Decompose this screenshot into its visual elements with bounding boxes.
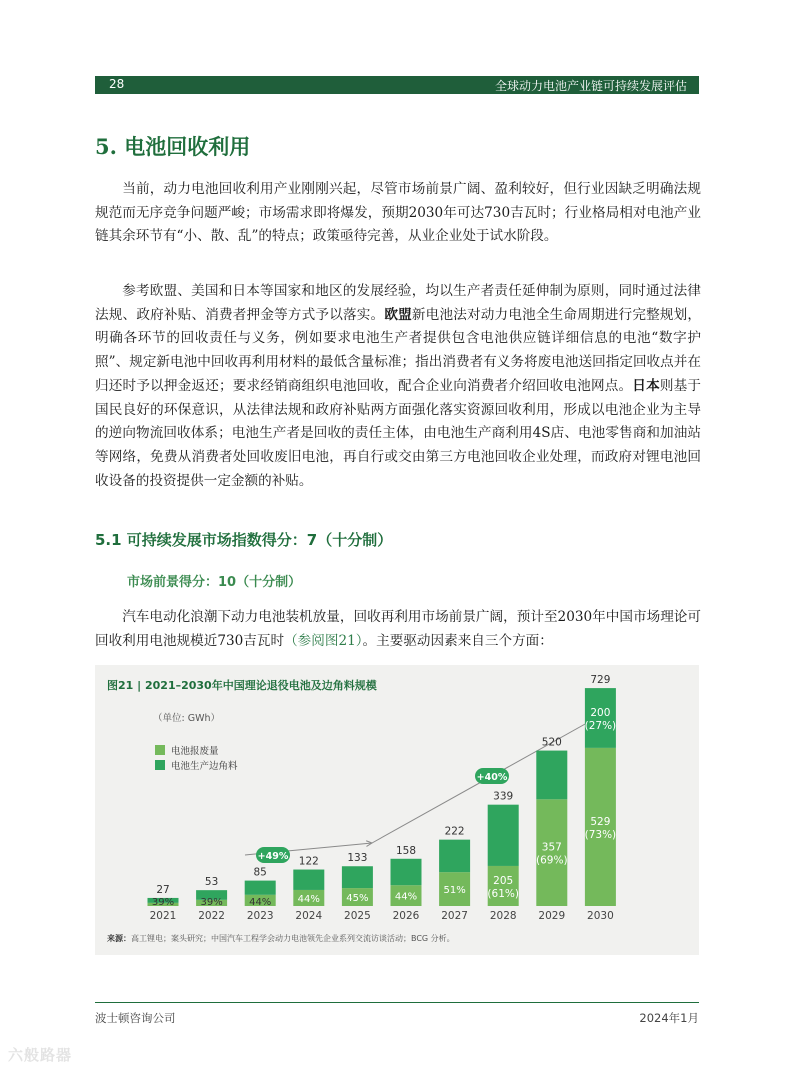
offcut-share-2030: (27%) — [584, 719, 617, 732]
bar-offcut-2027 — [439, 840, 470, 873]
x-tick-2022: 2022 — [198, 910, 225, 922]
growth-label-2: +40% — [476, 772, 508, 783]
total-label-2025: 133 — [347, 852, 368, 865]
total-label-2022: 53 — [204, 876, 219, 889]
figure-source — [107, 933, 455, 944]
offcut-value-2030: 200 — [590, 706, 611, 719]
paragraph-3-text-b: 。主要驱动因素来自三个方面： — [362, 632, 553, 649]
bars — [148, 674, 617, 922]
scrap-share-2022: 39% — [200, 897, 223, 908]
total-label-2029: 520 — [541, 736, 562, 749]
x-tick-2028: 2028 — [489, 910, 517, 922]
figure-reference-link[interactable]: （参阅图21） — [284, 632, 363, 649]
paragraph-3-text-a: 汽车电动化浪潮下动力电池装机放量，回收再利用市场前景广阔，预计至2030年中国市场理论可回收利用电池规模近730吉瓦时 — [95, 609, 701, 649]
x-tick-2023: 2023 — [246, 910, 274, 922]
report-title: 全球动力电池产业链可持续发展评估 — [494, 79, 687, 93]
footer-company: 波士顿咨询公司 — [95, 1011, 176, 1025]
legend-swatch-2 — [155, 760, 165, 770]
source-label: 来源： — [107, 934, 131, 943]
scrap-share-2029: (69%) — [536, 854, 568, 867]
growth-label-1: +49% — [257, 851, 289, 862]
subsubsection-title: 市场前景得分：10（十分制） — [127, 575, 302, 590]
page-header — [95, 76, 699, 94]
legend-label-2: 电池生产边角料 — [171, 761, 238, 772]
footer-date: 2024年1月 — [639, 1011, 699, 1025]
scrap-share-2024: 44% — [297, 893, 320, 905]
bar-offcut-2023 — [245, 881, 276, 895]
bar-offcut-2028 — [488, 805, 519, 866]
x-tick-2024: 2024 — [295, 910, 323, 922]
page-number: 28 — [109, 77, 125, 91]
paragraph-2-text-c: 新电池法对动力电池全生命周期进行完整规划，明确各环节的回收责任与义务，例如要求电池生产者提供包含电池供应链详细信息的电池“数字护照”、规定新电池中回收再利用材料的最低含量标准；指出消费者有义务将废电池送回指定回收点并在归还时予以押金返还；要求经销商组织电池回收，配合企业向消费者介绍回收电池网点。 — [95, 306, 702, 394]
unit-label: （单位: GWh） — [153, 713, 220, 724]
total-label-2026: 158 — [395, 844, 417, 857]
footer-divider — [95, 1002, 699, 1003]
total-label-2028: 339 — [493, 790, 514, 803]
total-label-2027: 222 — [444, 825, 465, 838]
scrap-value-2028: 205 — [493, 874, 514, 887]
paragraph-1: 当前，动力电池回收利用产业刚刚兴起，尽管市场前景广阔、盈利较好，但行业因缺乏明确法规规范而无序竞争问题严峻；市场需求即将爆发，预期2030年可达730吉瓦时；行业格局相对电池产业链其余环节有“小、散、乱”的特点；政策亟待完善，从业企业处于试水阶段。 — [95, 181, 701, 245]
scrap-share-2021: 39% — [151, 897, 175, 908]
legend — [155, 745, 238, 772]
paragraph-2-text-e: 则基于国民良好的环保意识，从法律法规和政府补贴两方面强化落实资源回收利用，形成以电池企业为主导的逆向物流回收体系；电池生产者是回收的责任主体，由电池生产商利用4S店、电池零售商和加油站等网络，免费从消费者处回收废旧电池，再自行或交由第三方电池回收企业处理，而政府对锂电池回收设备的投资提供一定金额的补贴。 — [95, 377, 702, 489]
japan-bold: 日本 — [632, 377, 660, 394]
figure-box — [95, 665, 699, 955]
scrap-share-2027: 51% — [443, 885, 466, 897]
scrap-value-2029: 357 — [541, 841, 562, 854]
scrap-share-2026: 44% — [394, 891, 418, 903]
x-tick-2029: 2029 — [538, 910, 566, 922]
x-tick-2030: 2030 — [587, 910, 614, 922]
total-label-2021: 27 — [156, 883, 170, 896]
scrap-value-2030: 529 — [590, 815, 611, 828]
bar-offcut-2029 — [536, 751, 567, 800]
scrap-share-2030: (73%) — [584, 828, 617, 841]
paragraph-2 — [95, 280, 701, 493]
watermark: 六般路器 — [8, 1046, 73, 1064]
scrap-share-2025: 45% — [346, 893, 369, 905]
section-title: 5. 电池回收利用 — [95, 134, 251, 159]
scrap-share-2028: (61%) — [487, 887, 519, 900]
paragraph-2-text-a: 参考欧盟、美国和日本等国家和地区的发展经验，均以生产者责任延伸制为原则，同时通过法律法规、政府补贴、消费者押金等方式予以落实。 — [95, 283, 701, 323]
x-tick-2026: 2026 — [392, 910, 420, 922]
x-tick-2025: 2025 — [344, 910, 371, 922]
bar-offcut-2026 — [391, 859, 422, 885]
scrap-share-2023: 44% — [249, 897, 272, 908]
eu-bold: 欧盟 — [384, 306, 412, 323]
bar-offcut-2025 — [342, 866, 373, 888]
total-label-2030: 729 — [590, 674, 611, 687]
bar-offcut-2024 — [293, 870, 324, 890]
figure-title: 图21 | 2021–2030年中国理论退役电池及边角料规模 — [107, 679, 377, 692]
x-tick-2027: 2027 — [441, 910, 468, 922]
bar-chart — [95, 665, 699, 930]
legend-label-1: 电池报废量 — [171, 746, 219, 757]
total-label-2024: 122 — [298, 855, 319, 868]
source-text: 高工锂电；案头研究；中国汽车工程学会动力电池领先企业系列交流访谈活动；BCG 分析。 — [131, 934, 455, 943]
x-tick-2021: 2021 — [149, 910, 177, 922]
legend-swatch-1 — [155, 745, 165, 755]
subsection-title: 5.1 可持续发展市场指数得分：7（十分制） — [95, 531, 393, 549]
total-label-2023: 85 — [253, 866, 267, 879]
paragraph-3 — [95, 606, 701, 653]
